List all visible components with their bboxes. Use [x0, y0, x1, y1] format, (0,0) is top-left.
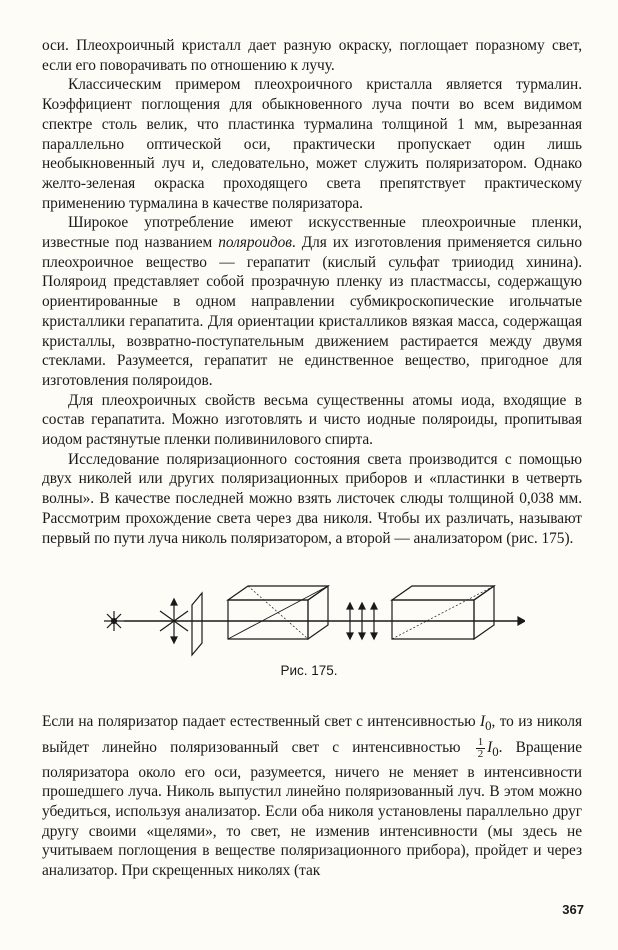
intensity-symbol: I [487, 738, 493, 756]
text-run: Если на поляризатор падает естественный свет с интенсивностью [42, 713, 481, 730]
page-number: 367 [562, 902, 584, 917]
fraction-one-half [476, 737, 485, 760]
text-run: , то из николя выйдет линейно поляризованный свет с интенсивностью [42, 713, 582, 756]
analyzer-prism [392, 586, 494, 639]
text-run: . Вращение поляризатора около его оси, разумеется, ничего не меняет в интенсивности прошедшего луча. Николь выпустил линейно поляризованный луч. В этом можно убедиться, используя анализатор. Если оба николя установлены параллельно друг другу своими «щелями», то свет, не изменив интенсивности (мы здесь не учитываем поглощения в веществе поляризационного прибора), пройдет и через анализатор. При скрещенных николях (так [42, 738, 582, 880]
paragraph-polaroids [42, 213, 582, 390]
fraction-numerator: 1 [477, 735, 484, 748]
paragraph-continuation: оси. Плеохроичный кристалл дает разную окраску, поглощает поразному свет, если его поворачивать по отношению к лучу. [42, 37, 582, 74]
text-block-bottom [42, 712, 582, 881]
light-source-icon [104, 611, 124, 631]
text-run: Широкое употребление имеют искусственные плеохроичные пленки, известные под названием [42, 214, 582, 252]
figure-175-nicol-prisms [100, 583, 525, 658]
text-run: . Для их изготовления применяется сильно плеохроичное вещество — герапатит (кислый сульфат трииодид хинина). Поляроид представляет собой прозрачную пленку из пластмассы, содержащую ориентированные в одном направлении субмикроскопические игольчатые кристаллики герапатита. Для ориентации кристалликов вязкая масса, содержащая кристаллы, возвратно-поступательным движением растирается между двумя стеклами. Разумеется, герапатит не единственное вещество, пригодное для изготовления поляроидов. [42, 234, 582, 389]
paragraph-intensity [42, 712, 582, 881]
figure-caption: Рис. 175. [280, 663, 338, 678]
paragraph-tourmaline: Классическим примером плеохроичного кристалла является турмалин. Коэффициент поглощения для обыкновенного луча почти во всем видимом спектре столь велик, что пластинка турмалина толщиной 1 мм, вырезанная параллельно оптической оси, практически пропускает один лишь необыкновенный луч и, следовательно, может служить поляризатором. Однако желто-зеленая окраска проходящего света препятствует практическому применению турмалина в качестве поляризатора. [42, 76, 582, 212]
emphasis-term: поляроидов [218, 234, 292, 252]
aperture-plate [192, 593, 202, 655]
polarizer-prism [228, 586, 328, 639]
text-block-top [42, 36, 582, 548]
intensity-symbol: I [480, 713, 486, 730]
intensity-subscript: 0 [485, 719, 492, 734]
paragraph-nicols: Исследование поляризационного состояния света производится с помощью двух николей или других поляризационных приборов и «пластинки в четверть волны». В качестве последней можно взять листочек слюды толщиной 0,038 мм. Рассмотрим прохождение света через два николя. Чтобы их различать, называют первый по пути луча николь поляризатором, а второй — анализатором (рис. 175). [42, 450, 582, 547]
fraction-denominator: 2 [477, 747, 484, 760]
paragraph-iodine: Для плеохроичных свойств весьма существенны атомы иода, входящие в состав герапатита. Можно изготовлять и чисто иодные поляроиды, пропитывая иодом растянутые пленки поливинилового спирта. [42, 391, 582, 449]
intensity-subscript: 0 [492, 744, 499, 759]
